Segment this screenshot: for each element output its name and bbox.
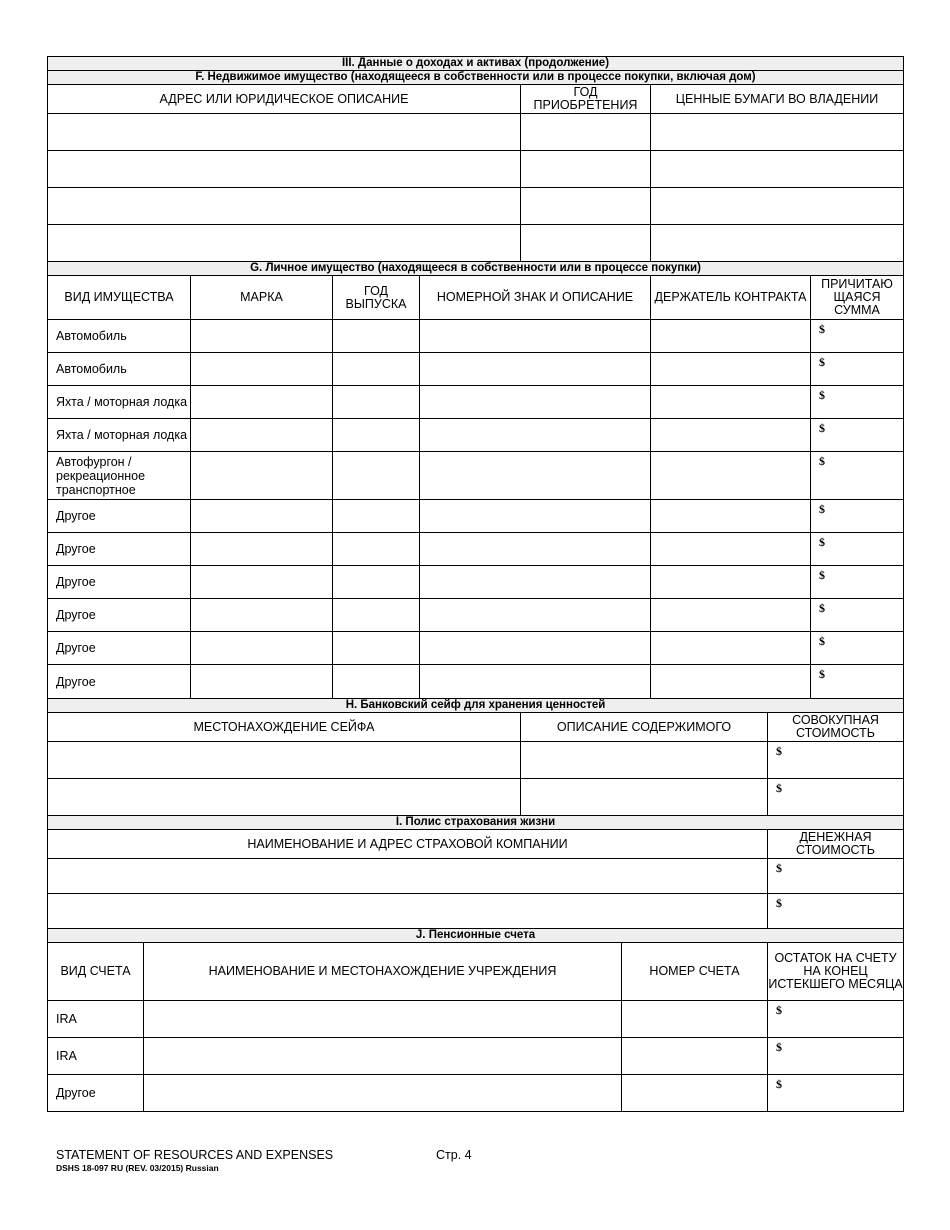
header-amount-owed: ПРИЧИТАЮ ЩАЯСЯ СУММА <box>811 276 904 320</box>
amount-field[interactable]: $ <box>811 533 904 566</box>
balance-field[interactable]: $ <box>768 1001 904 1038</box>
institution-field[interactable] <box>144 1075 622 1112</box>
amount-field[interactable]: $ <box>811 419 904 452</box>
description-field[interactable] <box>420 665 651 699</box>
securities-field[interactable] <box>651 188 904 225</box>
address-field[interactable] <box>48 114 521 151</box>
cash-value-field[interactable]: $ <box>768 894 904 929</box>
amount-field[interactable]: $ <box>811 500 904 533</box>
header-cash-value: ДЕНЕЖНАЯ СТОИМОСТЬ <box>768 830 904 859</box>
real-estate-title: F. Недвижимое имущество (находящееся в собственности или в процессе покупки, включая дом) <box>48 71 904 85</box>
footer-title: STATEMENT OF RESOURCES AND EXPENSES <box>56 1148 334 1162</box>
balance-field[interactable]: $ <box>768 1075 904 1112</box>
header-make: МАРКА <box>191 276 333 320</box>
header-year-made: ГОД ВЫПУСКА <box>333 276 420 320</box>
amount-field[interactable]: $ <box>811 632 904 665</box>
holder-field[interactable] <box>651 632 811 665</box>
table-row <box>48 632 904 665</box>
make-field[interactable] <box>191 320 333 353</box>
address-field[interactable] <box>48 225 521 262</box>
description-field[interactable] <box>420 419 651 452</box>
table-row <box>48 320 904 353</box>
insurer-field[interactable] <box>48 859 768 894</box>
safe-deposit-table <box>47 698 904 816</box>
table-row <box>48 742 904 779</box>
header-year-acquired: ГОД ПРИОБРЕТЕНИЯ <box>521 85 651 114</box>
table-row <box>48 114 904 151</box>
year-field[interactable] <box>333 353 420 386</box>
description-field[interactable] <box>420 566 651 599</box>
header-safe-location: МЕСТОНАХОЖДЕНИЕ СЕЙФА <box>48 713 521 742</box>
table-row <box>48 859 904 894</box>
personal-property-title: G. Личное имущество (находящееся в собственности или в процессе покупки) <box>48 262 904 276</box>
amount-field[interactable]: $ <box>811 320 904 353</box>
safe-deposit-title: H. Банковский сейф для хранения ценностей <box>48 699 904 713</box>
amount-field[interactable]: $ <box>811 452 904 500</box>
property-type-label: Другое <box>48 500 191 533</box>
property-type-label: Яхта / моторная лодка <box>48 386 191 419</box>
holder-field[interactable] <box>651 353 811 386</box>
description-field[interactable] <box>420 599 651 632</box>
year-field[interactable] <box>521 114 651 151</box>
institution-field[interactable] <box>144 1001 622 1038</box>
securities-field[interactable] <box>651 151 904 188</box>
make-field[interactable] <box>191 353 333 386</box>
insurer-field[interactable] <box>48 894 768 929</box>
table-row <box>48 1001 904 1038</box>
make-field[interactable] <box>191 386 333 419</box>
balance-field[interactable]: $ <box>768 1038 904 1075</box>
header-balance: ОСТАТОК НА СЧЕТУ НА КОНЕЦ ИСТЕКШЕГО МЕСЯЦА <box>768 943 904 1001</box>
year-field[interactable] <box>333 566 420 599</box>
value-field[interactable]: $ <box>768 742 904 779</box>
real-estate-table <box>47 56 904 262</box>
year-field[interactable] <box>333 452 420 500</box>
life-insurance-table <box>47 815 904 929</box>
holder-field[interactable] <box>651 533 811 566</box>
year-field[interactable] <box>333 419 420 452</box>
make-field[interactable] <box>191 665 333 699</box>
table-row <box>48 151 904 188</box>
year-field[interactable] <box>521 188 651 225</box>
contents-field[interactable] <box>521 742 768 779</box>
account-number-field[interactable] <box>622 1038 768 1075</box>
year-field[interactable] <box>333 599 420 632</box>
holder-field[interactable] <box>651 599 811 632</box>
property-type-label: Другое <box>48 599 191 632</box>
year-field[interactable] <box>333 632 420 665</box>
footer-form-id: DSHS 18-097 RU (REV. 03/2015) Russian <box>56 1163 219 1173</box>
contents-field[interactable] <box>521 779 768 816</box>
description-field[interactable] <box>420 500 651 533</box>
retirement-table <box>47 928 904 1112</box>
property-type-label: Другое <box>48 533 191 566</box>
year-field[interactable] <box>333 320 420 353</box>
holder-field[interactable] <box>651 386 811 419</box>
year-field[interactable] <box>333 500 420 533</box>
amount-field[interactable]: $ <box>811 566 904 599</box>
securities-field[interactable] <box>651 114 904 151</box>
table-row <box>48 188 904 225</box>
description-field[interactable] <box>420 320 651 353</box>
table-row <box>48 779 904 816</box>
year-field[interactable] <box>333 533 420 566</box>
description-field[interactable] <box>420 533 651 566</box>
page-number: Стр. 4 <box>436 1148 472 1162</box>
cash-value-field[interactable]: $ <box>768 859 904 894</box>
safe-location-field[interactable] <box>48 742 521 779</box>
year-field[interactable] <box>521 151 651 188</box>
table-row <box>48 599 904 632</box>
section-title: III. Данные о доходах и активах (продолжение) <box>48 57 904 71</box>
account-type-label: IRA <box>48 1038 144 1075</box>
description-field[interactable] <box>420 632 651 665</box>
securities-field[interactable] <box>651 225 904 262</box>
make-field[interactable] <box>191 500 333 533</box>
make-field[interactable] <box>191 419 333 452</box>
description-field[interactable] <box>420 386 651 419</box>
make-field[interactable] <box>191 566 333 599</box>
property-type-label: Автомобиль <box>48 353 191 386</box>
header-account-number: НОМЕР СЧЕТА <box>622 943 768 1001</box>
year-field[interactable] <box>333 386 420 419</box>
header-total-value: СОВОКУПНАЯ СТОИМОСТЬ <box>768 713 904 742</box>
table-row <box>48 386 904 419</box>
holder-field[interactable] <box>651 419 811 452</box>
table-row <box>48 566 904 599</box>
description-field[interactable] <box>420 353 651 386</box>
table-row <box>48 1038 904 1075</box>
account-number-field[interactable] <box>622 1001 768 1038</box>
holder-field[interactable] <box>651 500 811 533</box>
amount-field[interactable]: $ <box>811 353 904 386</box>
address-field[interactable] <box>48 188 521 225</box>
header-property-type: ВИД ИМУЩЕСТВА <box>48 276 191 320</box>
table-row <box>48 533 904 566</box>
header-securities: ЦЕННЫЕ БУМАГИ ВО ВЛАДЕНИИ <box>651 85 904 114</box>
life-insurance-title: I. Полис страхования жизни <box>48 816 904 830</box>
header-address: АДРЕС ИЛИ ЮРИДИЧЕСКОЕ ОПИСАНИЕ <box>48 85 521 114</box>
make-field[interactable] <box>191 533 333 566</box>
header-contents: ОПИСАНИЕ СОДЕРЖИМОГО <box>521 713 768 742</box>
header-institution: НАИМЕНОВАНИЕ И МЕСТОНАХОЖДЕНИЕ УЧРЕЖДЕНИЯ <box>144 943 622 1001</box>
amount-field[interactable]: $ <box>811 386 904 419</box>
header-account-type: ВИД СЧЕТА <box>48 943 144 1001</box>
address-field[interactable] <box>48 151 521 188</box>
header-insurer: НАИМЕНОВАНИЕ И АДРЕС СТРАХОВОЙ КОМПАНИИ <box>48 830 768 859</box>
header-plate-description: НОМЕРНОЙ ЗНАК И ОПИСАНИЕ <box>420 276 651 320</box>
make-field[interactable] <box>191 452 333 500</box>
holder-field[interactable] <box>651 452 811 500</box>
form-page <box>47 56 903 1112</box>
property-type-label: Другое <box>48 632 191 665</box>
value-field[interactable]: $ <box>768 779 904 816</box>
table-row <box>48 894 904 929</box>
table-row <box>48 500 904 533</box>
header-contract-holder: ДЕРЖАТЕЛЬ КОНТРАКТА <box>651 276 811 320</box>
year-field[interactable] <box>333 665 420 699</box>
footer <box>56 1148 756 1173</box>
account-type-label: Другое <box>48 1075 144 1112</box>
property-type-label: Яхта / моторная лодка <box>48 419 191 452</box>
account-type-label: IRA <box>48 1001 144 1038</box>
property-type-label: Другое <box>48 665 191 699</box>
holder-field[interactable] <box>651 320 811 353</box>
holder-field[interactable] <box>651 665 811 699</box>
holder-field[interactable] <box>651 566 811 599</box>
table-row <box>48 225 904 262</box>
amount-field[interactable]: $ <box>811 665 904 699</box>
property-type-label: Автомобиль <box>48 320 191 353</box>
year-field[interactable] <box>521 225 651 262</box>
account-number-field[interactable] <box>622 1075 768 1112</box>
property-type-label: Автофургон / рекреационное транспортное <box>48 452 191 500</box>
table-row <box>48 419 904 452</box>
table-row <box>48 452 904 500</box>
institution-field[interactable] <box>144 1038 622 1075</box>
make-field[interactable] <box>191 599 333 632</box>
property-type-label: Другое <box>48 566 191 599</box>
make-field[interactable] <box>191 632 333 665</box>
table-row <box>48 353 904 386</box>
amount-field[interactable]: $ <box>811 599 904 632</box>
safe-location-field[interactable] <box>48 779 521 816</box>
description-field[interactable] <box>420 452 651 500</box>
retirement-title: J. Пенсионные счета <box>48 929 904 943</box>
table-row <box>48 665 904 699</box>
personal-property-table <box>47 261 904 699</box>
table-row <box>48 1075 904 1112</box>
